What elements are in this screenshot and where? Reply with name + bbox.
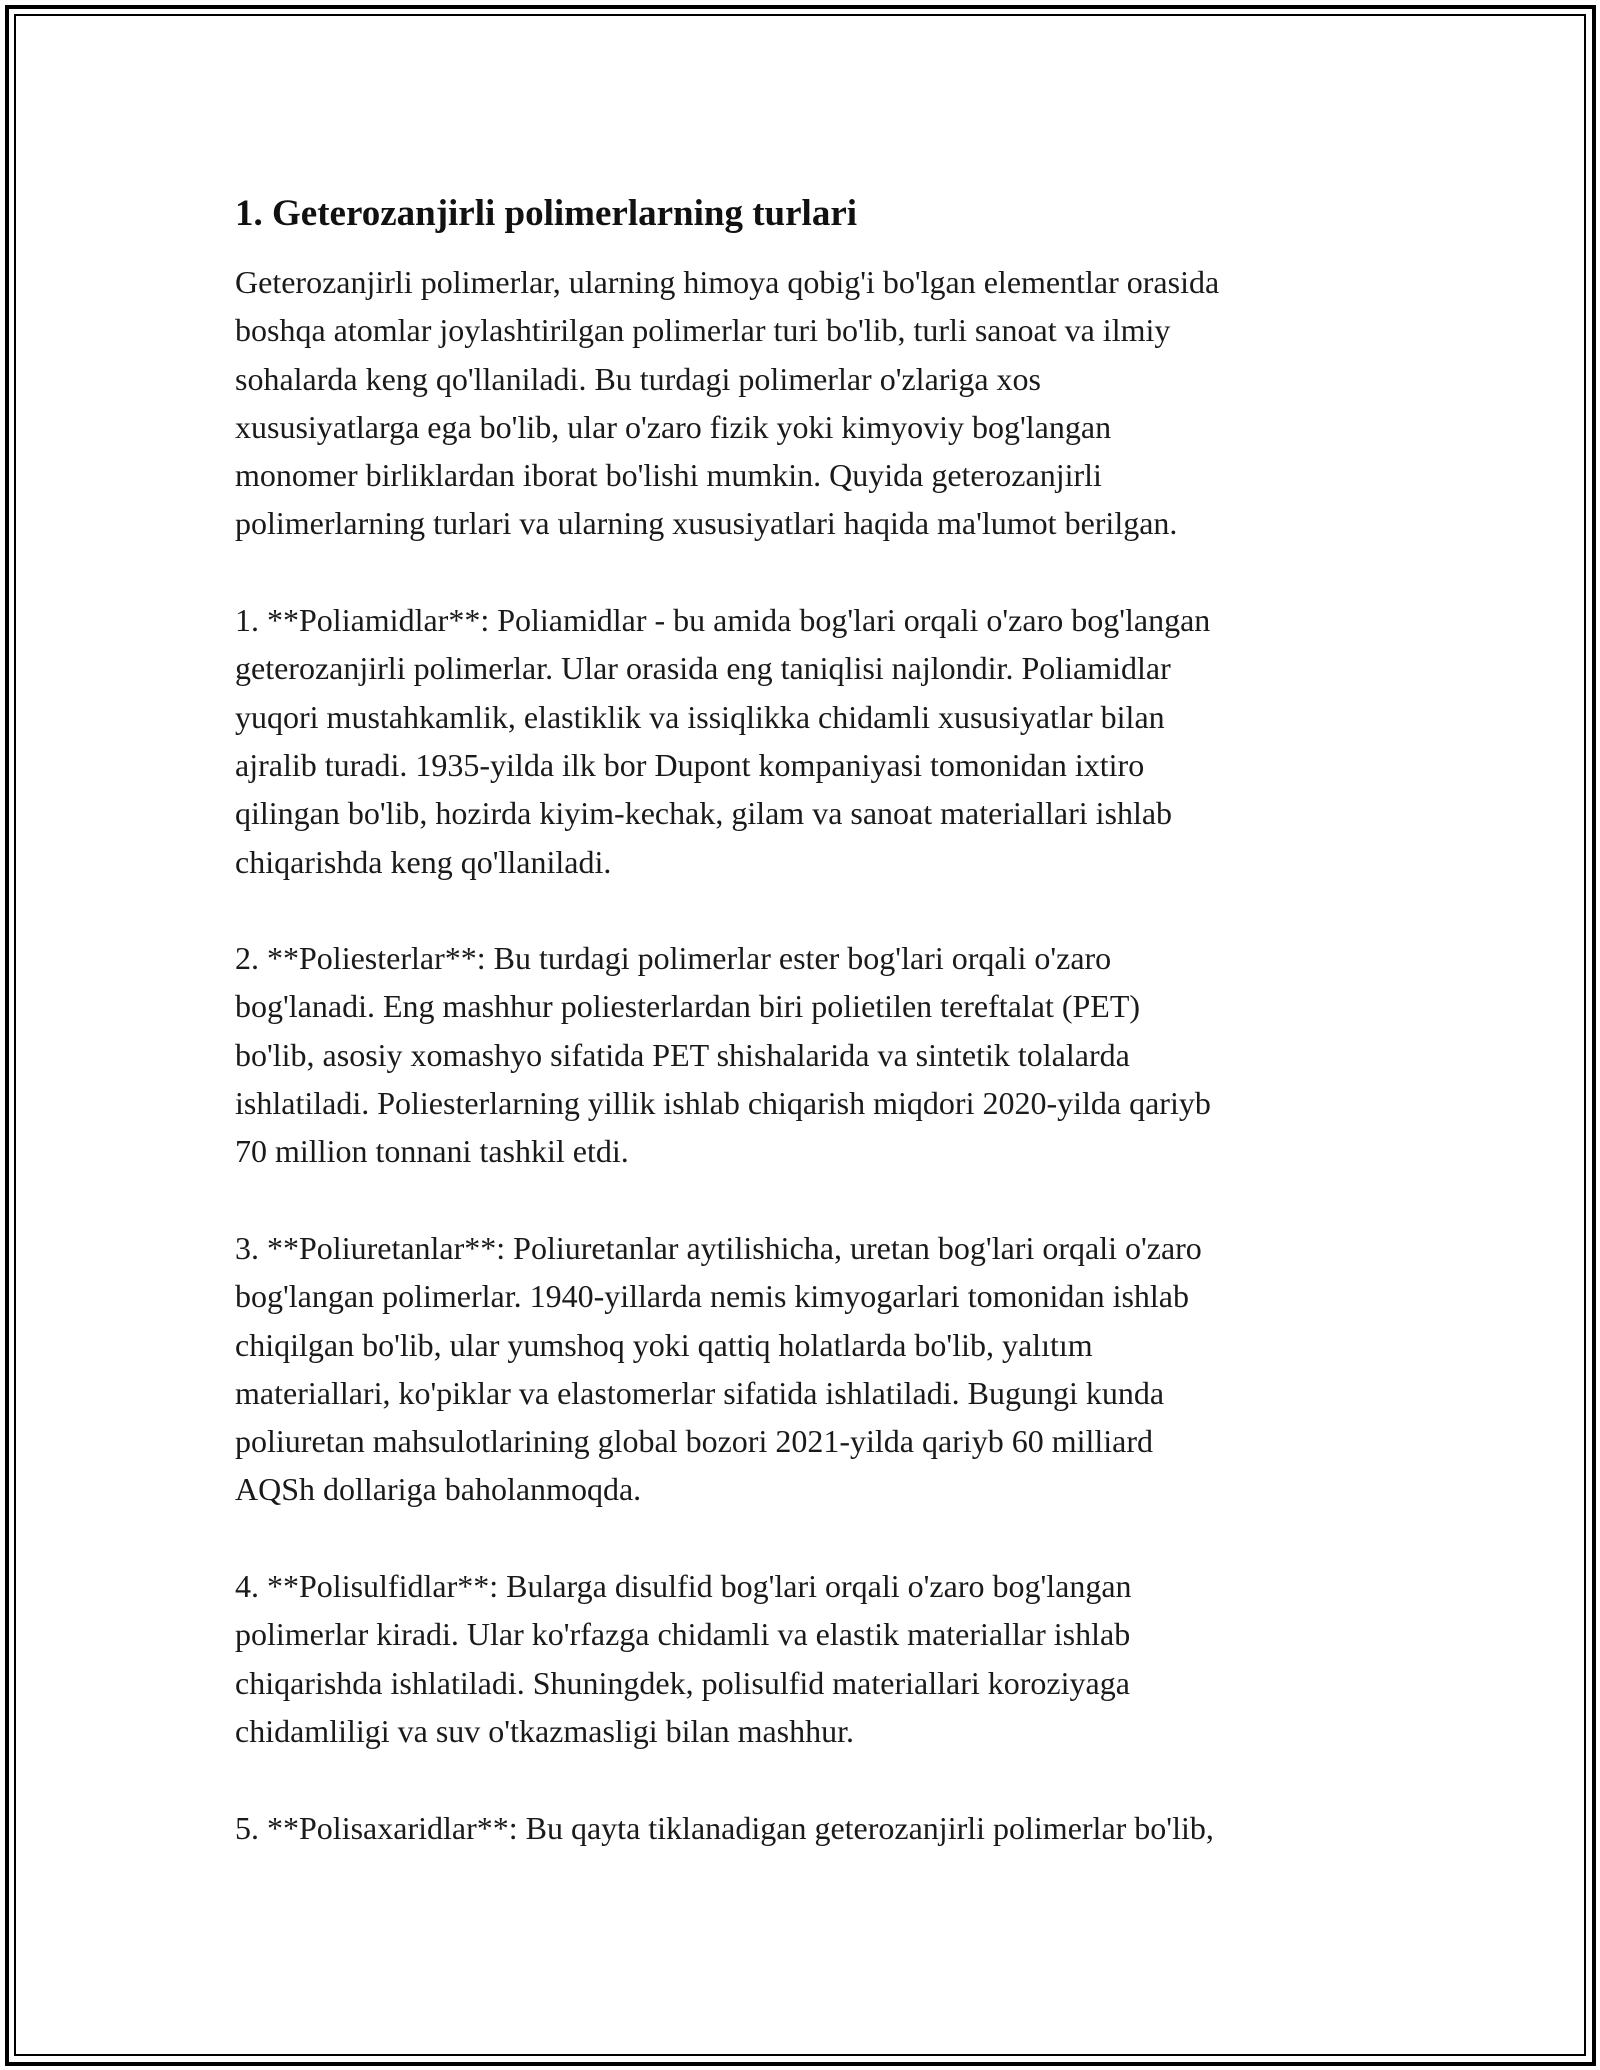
- paragraph-line: 70 million tonnani tashkil etdi.: [235, 1133, 629, 1170]
- paragraph-line: chiqarishda ishlatiladi. Shuningdek, polisulfid materiallari koroziyaga: [235, 1664, 1130, 1701]
- paragraph: [235, 1804, 1385, 1852]
- paragraph-line: ajralib turadi. 1935-yilda ilk bor Dupont kompaniyasi tomonidan ixtiro: [235, 746, 1145, 783]
- paragraph-list: [235, 258, 1385, 1852]
- paragraph: [235, 258, 1385, 548]
- paragraph-line: 3. **Poliuretanlar**: Poliuretanlar aytilishicha, uretan bog'lari orqali o'zaro: [235, 1229, 1202, 1266]
- paragraph-line: poliuretan mahsulotlarining global bozori 2021-yilda qariyb 60 milliard: [235, 1423, 1154, 1460]
- paragraph: [235, 596, 1385, 886]
- paragraph-line: AQSh dollariga baholanmoqda.: [235, 1471, 642, 1508]
- paragraph-line: boshqa atomlar joylashtirilgan polimerlar turi bo'lib, turli sanoat va ilmiy: [235, 312, 1171, 349]
- paragraph: [235, 934, 1385, 1175]
- paragraph-line: 2. **Poliesterlar**: Bu turdagi polimerlar ester bog'lari orqali o'zaro: [235, 940, 1112, 977]
- paragraph-line: 5. **Polisaxaridlar**: Bu qayta tiklanadigan geterozanjirli polimerlar bo'lib,: [235, 1809, 1214, 1846]
- paragraph-line: 1. **Poliamidlar**: Poliamidlar - bu amida bog'lari orqali o'zaro bog'langan: [235, 602, 1211, 639]
- page-title: 1. Geterozanjirli polimerlarning turlari: [235, 193, 858, 234]
- paragraph-line: materiallari, ko'piklar va elastomerlar sifatida ishlatiladi. Bugungi kunda: [235, 1374, 1165, 1411]
- paragraph-line: bo'lib, asosiy xomashyo sifatida PET shishalarida va sintetik tolalarda: [235, 1036, 1130, 1073]
- paragraph-line: sohalarda keng qo'llaniladi. Bu turdagi polimerlar o'zlariga xos: [235, 360, 1041, 397]
- paragraph-line: 4. **Polisulfidlar**: Bularga disulfid bog'lari orqali o'zaro bog'langan: [235, 1568, 1132, 1605]
- paragraph-line: bog'langan polimerlar. 1940-yillarda nemis kimyogarlari tomonidan ishlab: [235, 1278, 1189, 1315]
- paragraph-line: bog'lanadi. Eng mashhur poliesterlardan biri polietilen tereftalat (PET): [235, 988, 1141, 1025]
- paragraph-line: yuqori mustahkamlik, elastiklik va issiqlikka chidamli xususiyatlar bilan: [235, 698, 1165, 735]
- paragraph-line: Geterozanjirli polimerlar, ularning himoya qobig'i bo'lgan elementlar orasida: [235, 264, 1220, 300]
- paragraph-line: polimerlar kiradi. Ular ko'rfazga chidamli va elastik materiallar ishlab: [235, 1616, 1131, 1653]
- paragraph-line: chidamliligi va suv o'tkazmasligi bilan mashhur.: [235, 1712, 854, 1749]
- paragraph-line: chiqarishda keng qo'llaniladi.: [235, 843, 612, 880]
- paragraph-line: monomer birliklardan iborat bo'lishi mumkin. Quyida geterozanjirli: [235, 457, 1102, 494]
- paragraph: [235, 1562, 1385, 1755]
- document-body: [235, 190, 1385, 1900]
- paragraph-line: qilingan bo'lib, hozirda kiyim-kechak, gilam va sanoat materiallari ishlab: [235, 795, 1173, 832]
- paragraph-line: geterozanjirli polimerlar. Ular orasida eng taniqlisi najlondir. Poliamidlar: [235, 650, 1171, 687]
- paragraph-line: chiqilgan bo'lib, ular yumshoq yoki qattiq holatlarda bo'lib, yalıtım: [235, 1326, 1093, 1363]
- paragraph-line: polimerlarning turlari va ularning xususiyatlari haqida ma'lumot berilgan.: [235, 505, 1178, 542]
- paragraph-line: ishlatiladi. Poliesterlarning yillik ishlab chiqarish miqdori 2020-yilda qariyb: [235, 1085, 1211, 1122]
- paragraph: [235, 1224, 1385, 1514]
- paragraph-line: xususiyatlarga ega bo'lib, ular o'zaro fizik yoki kimyoviy bog'langan: [235, 408, 1112, 445]
